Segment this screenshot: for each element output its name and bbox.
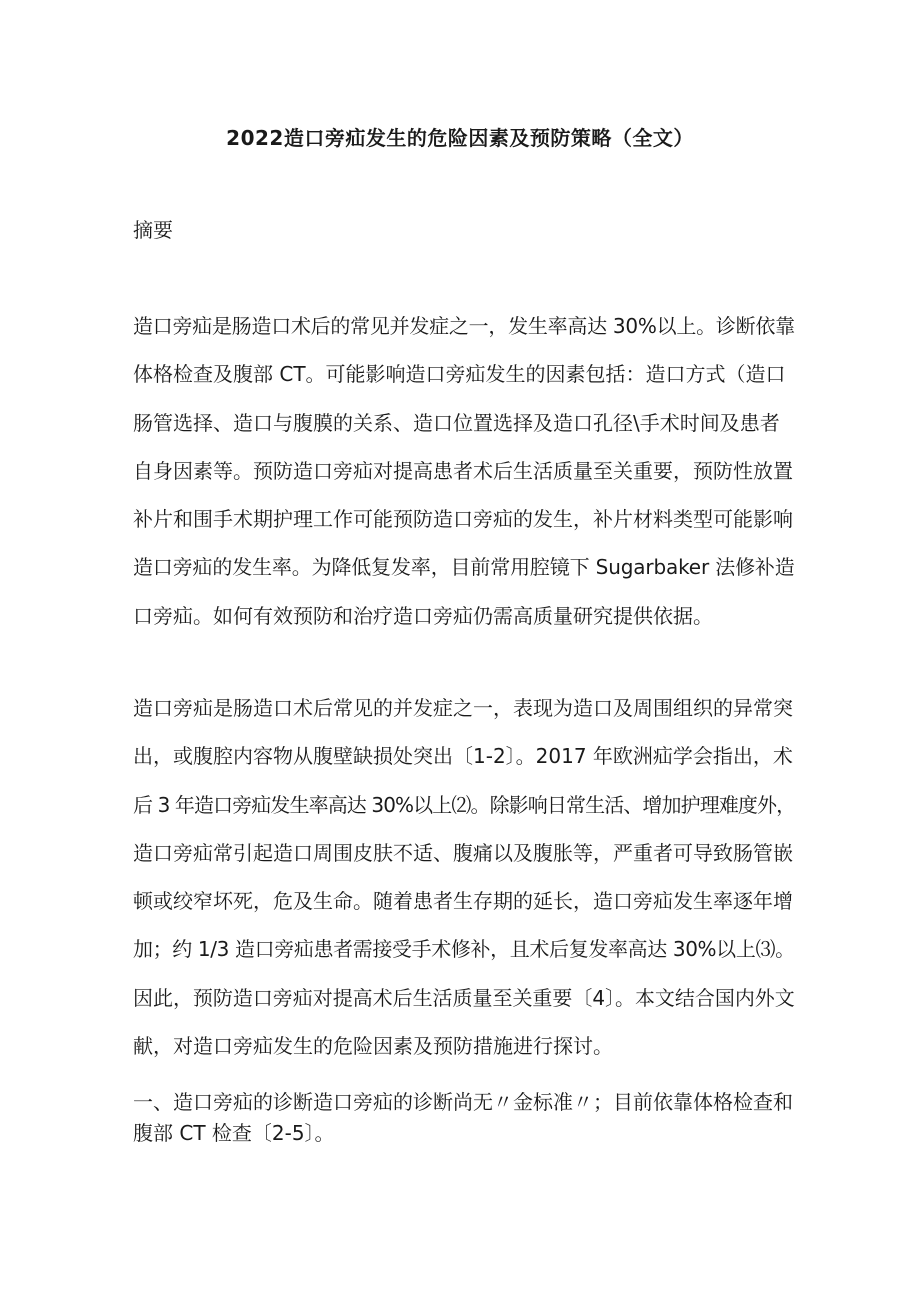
text-line: 献，对造口旁疝发生的危险因素及预防措施进行探讨。 (133, 1034, 613, 1059)
intro-paragraph (133, 694, 795, 1080)
text-line: 顿或绞窄坏死，危及生命。随着患者生存期的延长，造口旁疝发生率逐年增 (133, 889, 793, 914)
text-line: 自身因素等。预防造口旁疝对提高患者术后生活质量至关重要，预防性放置 (133, 458, 793, 483)
text-line: 因此，预防造口旁疝对提高术后生活质量至关重要〔4〕。本文结合国内外文 (133, 985, 795, 1010)
document-title: 2022造口旁疝发生的危险因素及预防策略（全文） (226, 126, 694, 150)
text-line: 造口旁疝是肠造口术后的常见并发症之一，发生率高达 30%以上。诊断依靠 (133, 314, 795, 338)
section-one-paragraph (133, 1088, 795, 1150)
abstract-heading: 摘要 (133, 218, 173, 242)
text-line: 一、造口旁疝的诊断造口旁疝的诊断尚无〃金标准〃；目前依靠体格检查和 (133, 1090, 793, 1114)
text-line: 口旁疝。如何有效预防和治疗造口旁疝仍需高质量研究提供依据。 (133, 603, 713, 628)
text-line: 出，或腹腔内容物从腹壁缺损处突出〔1-2〕。2017 年欧洲疝学会指出，术 (133, 744, 793, 769)
text-line: 造口旁疝是肠造口术后常见的并发症之一，表现为造口及周围组织的异常突 (133, 696, 793, 720)
text-line: 腹部 CT 检查〔2-5〕。 (133, 1121, 335, 1145)
text-line: 造口旁疝常引起造口周围皮肤不适、腹痛以及腹胀等，严重者可导致肠管嵌 (133, 840, 793, 865)
text-line: 补片和围手术期护理工作可能预防造口旁疝的发生，补片材料类型可能影响 (133, 507, 793, 532)
text-line: 后 3 年造口旁疝发生率高达 30%以上⑵。除影响日常生活、增加护理难度外， (133, 792, 796, 817)
text-line: 加；约 1/3 造口旁疝患者需接受手术修补，且术后复发率高达 30%以上⑶。 (133, 937, 795, 962)
abstract-paragraph (133, 312, 795, 650)
text-line: 体格检查及腹部 CT。可能影响造口旁疝发生的因素包括：造口方式（造口 (133, 362, 786, 387)
text-line: 肠管选择、造口与腹膜的关系、造口位置选择及造口孔径\手术时间及患者 (133, 410, 780, 435)
text-line: 造口旁疝的发生率。为降低复发率，目前常用腔镜下 Sugarbaker 法修补造 (133, 555, 795, 580)
